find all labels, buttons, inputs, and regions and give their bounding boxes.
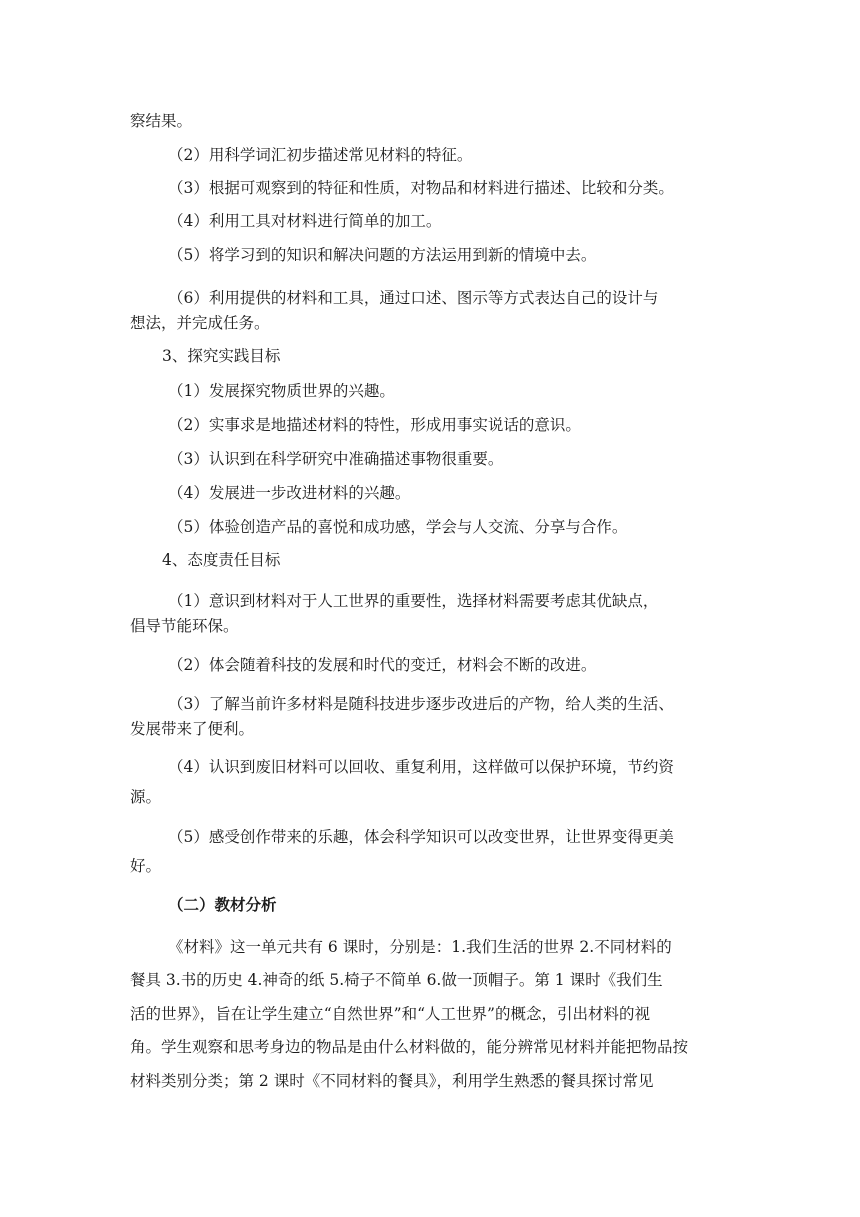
objective-item: （3）认识到在科学研究中准确描述事物很重要。 [168,450,504,468]
paragraph-line: 想法，并完成任务。 [130,314,270,332]
objective-item: （2）实事求是地描述材料的特性，形成用事实说话的意识。 [168,416,581,434]
section-heading: 3、探究实践目标 [162,347,281,365]
objective-item: （4）发展进一步改进材料的兴趣。 [168,484,411,502]
objective-item: （3）根据可观察到的特征和性质，对物品和材料进行描述、比较和分类。 [168,179,674,197]
section-heading: 4、态度责任目标 [162,551,281,569]
objective-item: （3）了解当前许多材料是随科技进步逐步改进后的产物，给人类的生活、 [168,695,674,713]
paragraph-line: 活的世界》，旨在让学生建立“自然世界”和“人工世界”的概念，引出材料的视 [130,1005,650,1023]
objective-item: （1）意识到材料对于人工世界的重要性，选择材料需要考虑其优缺点， [168,592,659,610]
paragraph-line: 源。 [130,788,162,806]
objective-item: （4）利用工具对材料进行简单的加工。 [168,212,442,230]
paragraph-line: 角。学生观察和思考身边的物品是由什么材料做的，能分辨常见材料并能把物品按 [130,1038,689,1056]
paragraph-line: 倡导节能环保。 [130,617,239,635]
section-heading-bold: （二）教材分析 [168,895,277,914]
paragraph-line: 《材料》这一单元共有 6 课时，分别是：1.我们生活的世界 2.不同材料的 [168,938,672,956]
objective-item: （5）将学习到的知识和解决问题的方法运用到新的情境中去。 [168,246,597,264]
paragraph-line: 察结果。 [130,112,193,130]
objective-item: （1）发展探究物质世界的兴趣。 [168,382,395,400]
objective-item: （2）用科学词汇初步描述常见材料的特征。 [168,146,473,164]
objective-item: （4）认识到废旧材料可以回收、重复利用，这样做可以保护环境，节约资 [168,758,674,776]
paragraph-line: 材料类别分类；第 2 课时《不同材料的餐具》，利用学生熟悉的餐具探讨常见 [130,1072,654,1090]
paragraph-line: 好。 [130,857,162,875]
objective-item: （5）感受创作带来的乐趣，体会科学知识可以改变世界，让世界变得更美 [168,828,674,846]
paragraph-line: 餐具 3.书的历史 4.神奇的纸 5.椅子不简单 6.做一顶帽子。第 1 课时《我们生 [130,971,663,989]
objective-item: （5）体验创造产品的喜悦和成功感，学会与人交流、分享与合作。 [168,518,628,536]
objective-item: （2）体会随着科技的发展和时代的变迁，材料会不断的改进。 [168,656,597,674]
objective-item: （6）利用提供的材料和工具，通过口述、图示等方式表达自己的设计与 [168,289,659,307]
paragraph-line: 发展带来了便利。 [130,720,255,738]
